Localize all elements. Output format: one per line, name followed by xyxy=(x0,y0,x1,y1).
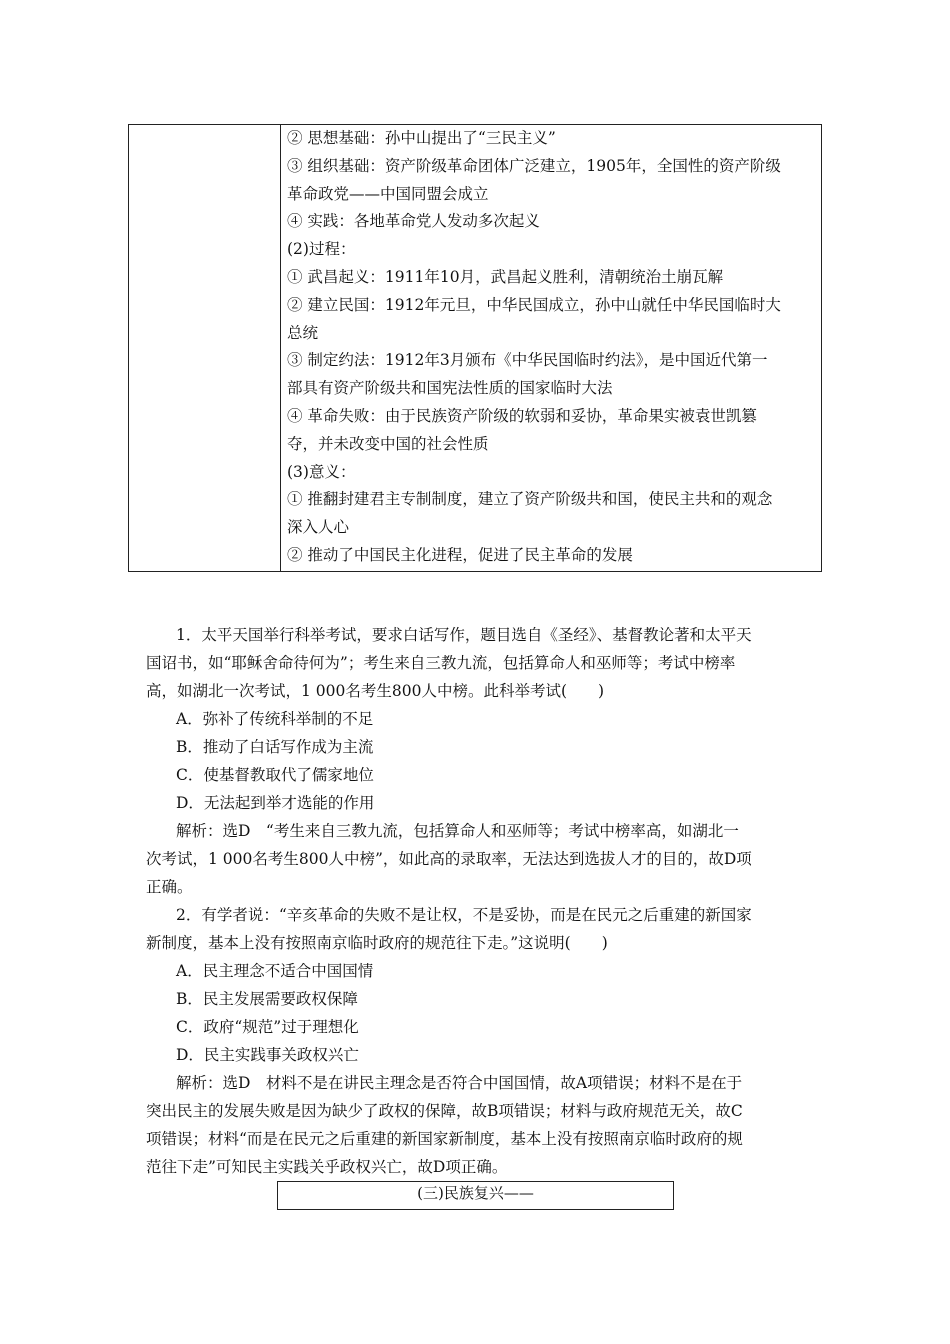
question-stem: 国诏书，如“耶稣舍命待何为”；考生来自三教九流，包括算命人和巫师等；考试中榜率 xyxy=(146,654,736,672)
option-a: A．弥补了传统科举制的不足 xyxy=(176,710,374,728)
table-line: ④ 实践：各地革命党人发动多次起义 xyxy=(287,212,540,231)
questions-section xyxy=(146,621,812,1181)
question-stem: 高，如湖北一次考试，1 000名考生800人中榜。此科举考试( ) xyxy=(146,682,605,700)
analysis-text: 解析：选D 材料不是在讲民主理念是否符合中国国情，故A项错误；材料不是在于 xyxy=(176,1074,743,1092)
question-1 xyxy=(146,621,812,901)
analysis-text: 正确。 xyxy=(146,878,193,896)
question-stem: 新制度，基本上没有按照南京临时政府的规范往下走。”这说明( ) xyxy=(146,934,608,952)
table-line: (2)过程： xyxy=(287,240,356,259)
analysis-text: 突出民主的发展失败是因为缺少了政权的保障，故B项错误；材料与政府规范无关，故C xyxy=(146,1102,743,1120)
table-line: 夺，并未改变中国的社会性质 xyxy=(287,434,489,453)
table-line: ③ 制定约法：1912年3月颁布《中华民国临时约法》，是中国近代第一 xyxy=(287,351,768,370)
table-line: 革命政党——中国同盟会成立 xyxy=(287,184,489,203)
table-line: ① 武昌起义：1911年10月，武昌起义胜利，清朝统治土崩瓦解 xyxy=(287,267,724,286)
table-line: ③ 组织基础：资产阶级革命团体广泛建立，1905年，全国性的资产阶级 xyxy=(287,156,781,175)
question-stem: 1．太平天国举行科举考试，要求白话写作，题目选自《圣经》、基督教论著和太平天 xyxy=(176,626,752,644)
section-heading-box xyxy=(277,1181,674,1210)
table-line: 总统 xyxy=(287,323,319,342)
analysis-text: 解析：选D “考生来自三教九流，包括算命人和巫师等；考试中榜率高，如湖北一 xyxy=(176,822,739,840)
question-stem: 2．有学者说：“辛亥革命的失败不是让权，不是妥协，而是在民元之后重建的新国家 xyxy=(176,906,752,924)
option-a: A．民主理念不适合中国国情 xyxy=(176,962,374,980)
question-2 xyxy=(146,901,812,1181)
analysis-text: 范往下走”可知民主实践关乎政权兴亡，故D项正确。 xyxy=(146,1158,508,1176)
table-line: ④ 革命失败：由于民族资产阶级的软弱和妥协，革命果实被袁世凯篡 xyxy=(287,406,757,425)
option-b: B．民主发展需要政权保障 xyxy=(176,990,358,1008)
table-line: ② 推动了中国民主化进程，促进了民主革命的发展 xyxy=(287,545,633,564)
analysis-text: 次考试，1 000名考生800人中榜”，如此高的录取率，无法达到选拔人才的目的，故D项 xyxy=(146,850,752,868)
table-line: (3)意义： xyxy=(287,462,356,481)
table-left-cell xyxy=(129,125,281,571)
table-line: ① 推翻封建君主专制制度，建立了资产阶级共和国，使民主共和的观念 xyxy=(287,490,773,509)
option-b: B．推动了白话写作成为主流 xyxy=(176,738,374,756)
option-d: D．无法起到举才选能的作用 xyxy=(176,794,375,812)
table-line: ② 思想基础：孙中山提出了“三民主义” xyxy=(287,129,556,147)
option-d: D．民主实践事关政权兴亡 xyxy=(176,1046,359,1064)
option-c: C．政府“规范”过于理想化 xyxy=(176,1018,359,1036)
table-line: 部具有资产阶级共和国宪法性质的国家临时大法 xyxy=(287,379,613,398)
table-right-cell xyxy=(281,125,821,571)
analysis-text: 项错误；材料“而是在民元之后重建的新国家新制度，基本上没有按照南京临时政府的规 xyxy=(146,1130,743,1148)
option-c: C．使基督教取代了儒家地位 xyxy=(176,766,374,784)
summary-table xyxy=(128,124,822,572)
table-line: 深入人心 xyxy=(287,518,350,537)
section-title: (三)民族复兴—— xyxy=(417,1184,534,1202)
table-line: ② 建立民国：1912年元旦，中华民国成立，孙中山就任中华民国临时大 xyxy=(287,295,781,314)
